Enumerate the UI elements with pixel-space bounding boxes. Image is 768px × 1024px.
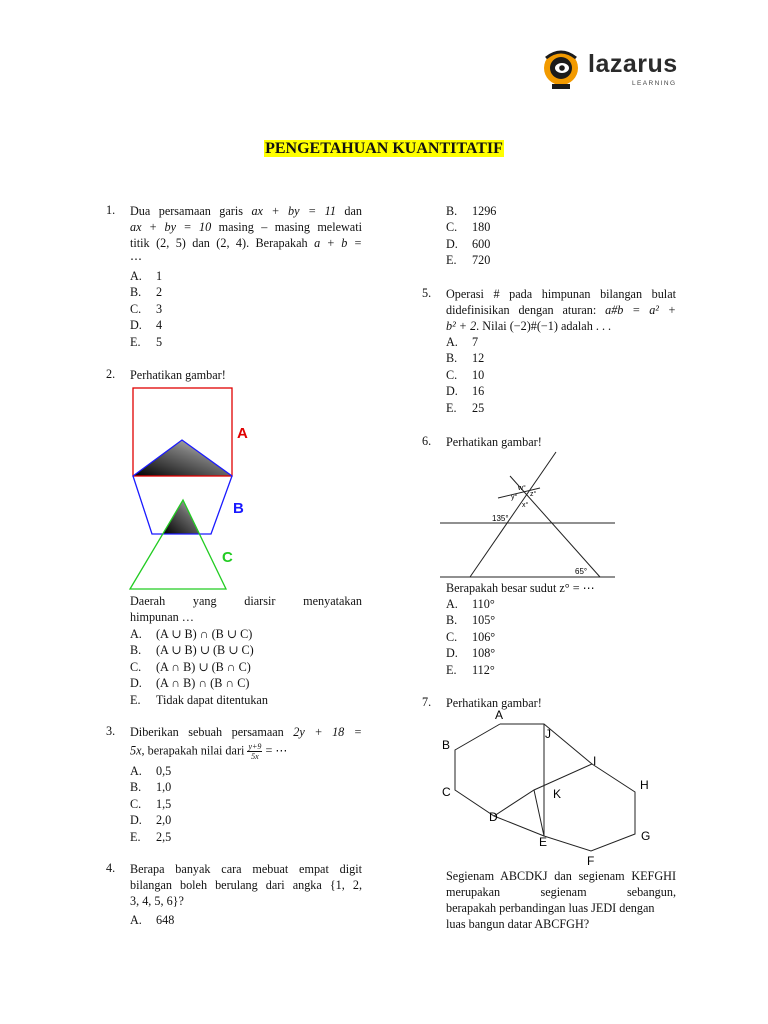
question-text-line: bilangan boleh berulang dari angka {1, 2, — [130, 878, 362, 892]
option-text: 1296 — [472, 204, 497, 218]
question-text-line: berapakah perbandingan luas JEDI dengan — [446, 901, 655, 915]
brand-sub: LEARNING — [632, 80, 677, 87]
question-text-line: Dua persamaan garis ax + by = 11 dan — [130, 204, 362, 218]
brand-logo — [540, 44, 680, 94]
answer-option — [446, 645, 495, 661]
set-a-label: A — [237, 425, 248, 442]
option-text: 648 — [156, 913, 175, 927]
question-text-line: 5x, berapakah nilai dari $\frac{y+9}{5x}$ = ⋯ — [130, 742, 288, 761]
hexagon-kefghi — [534, 764, 635, 851]
point-j-label: J — [545, 727, 551, 741]
point-g-label: G — [641, 829, 651, 843]
question-text-line: himpunan … — [130, 610, 194, 624]
question-number: 1. — [106, 203, 116, 217]
option-letter: D. — [130, 318, 142, 333]
option-text: 2,5 — [156, 829, 172, 844]
option-text: 108° — [472, 646, 496, 661]
angle-y-label: y° — [511, 494, 518, 501]
brand-name: lazarus — [588, 50, 678, 78]
point-a-label: A — [495, 708, 504, 722]
option-letter: B. — [446, 351, 458, 366]
angle-135-label: 135° — [492, 514, 509, 523]
answer-option — [130, 912, 174, 928]
angle-65-label: 65° — [575, 567, 588, 576]
set-diagram-figure — [120, 382, 270, 592]
question-text-line: ax + by = 10 masing – masing melewati — [130, 220, 362, 234]
answer-option — [130, 812, 171, 828]
question-text-line: Segienam ABCDKJ dan segienam KEFGHI — [446, 869, 676, 883]
option-letter: A. — [130, 627, 142, 641]
option-text: (A ∪ B) ∩ (B ∪ C) — [156, 627, 253, 641]
option-letter: D. — [446, 236, 458, 251]
option-text: 180 — [472, 220, 491, 235]
answer-option — [446, 400, 484, 416]
option-letter: C. — [130, 301, 142, 316]
option-letter: E. — [130, 334, 141, 349]
option-text: 2 — [156, 285, 163, 300]
answer-option — [446, 383, 484, 399]
point-e-label: E — [539, 835, 548, 849]
option-text: 16 — [472, 384, 485, 399]
lazarus-emblem-icon — [540, 44, 586, 94]
question-text-line: titik (2, 5) dan (2, 4). Berapakah a + b = — [130, 236, 362, 250]
question-text-line: b² + 2. Nilai (−2)#(−1) adalah . . . — [446, 319, 612, 333]
answer-option — [130, 675, 249, 691]
point-c-label: C — [442, 785, 451, 799]
angle-w-label: w° — [518, 485, 526, 492]
answer-option — [130, 796, 171, 812]
point-k-label: K — [553, 787, 562, 801]
question-text-line: didefinisikan dengan aturan: a#b = a² + — [446, 303, 676, 317]
answer-option — [446, 629, 495, 645]
angle-z-label: z° — [530, 491, 537, 498]
answer-option — [446, 596, 495, 612]
answer-option — [130, 829, 171, 845]
option-letter: E. — [446, 400, 457, 415]
question-text-line: merupakan segienam sebangun, — [446, 885, 677, 899]
fraction: $\frac{y+9}{5x}$ — [248, 742, 262, 761]
question-text-line: Diberikan sebuah persamaan 2y + 18 = — [130, 725, 363, 739]
option-letter: C. — [446, 367, 458, 382]
option-letter: A. — [130, 764, 142, 778]
option-letter: A. — [130, 269, 142, 283]
option-text: 112° — [472, 662, 495, 677]
angle-x-label: x° — [522, 502, 529, 509]
answer-option — [446, 334, 478, 350]
question-number: 3. — [106, 724, 116, 738]
option-letter: D. — [446, 646, 458, 661]
option-letter: E. — [130, 829, 141, 844]
set-c-label: C — [222, 549, 233, 566]
option-text: 1 — [156, 269, 163, 283]
option-text: 1,0 — [156, 780, 172, 795]
option-letter: B. — [130, 285, 142, 300]
option-text: 7 — [472, 335, 479, 349]
option-letter: E. — [446, 253, 457, 268]
option-text: 12 — [472, 351, 485, 366]
answer-option — [130, 779, 171, 795]
question-text-line: Daerah yang diarsir menyatakan — [130, 594, 363, 608]
point-i-label: I — [593, 754, 597, 768]
option-letter: E. — [446, 662, 457, 677]
question-text-line: Berapa banyak cara mebuat empat digit — [130, 862, 362, 876]
answer-option — [446, 252, 490, 268]
shaded-region-ab — [133, 440, 232, 476]
option-letter: C. — [130, 659, 142, 674]
option-letter: A. — [446, 335, 458, 349]
transversal-line-1 — [470, 452, 556, 577]
line-de — [494, 816, 544, 836]
option-letter: D. — [130, 813, 142, 828]
question-number: 4. — [106, 861, 116, 875]
answer-option — [130, 268, 162, 284]
hexagon-abcdkj — [455, 724, 592, 816]
option-text: 105° — [472, 613, 496, 628]
point-f-label: F — [587, 854, 595, 868]
question-text-line: luas bangun datar ABCFGH? — [446, 917, 590, 931]
option-letter: D. — [446, 384, 458, 399]
point-b-label: B — [442, 738, 451, 752]
option-text: (A ∩ B) ∩ (B ∩ C) — [156, 676, 250, 691]
point-d-label: D — [489, 810, 498, 824]
shaded-region-bc — [163, 500, 200, 534]
answer-option — [130, 317, 162, 333]
option-letter: B. — [446, 613, 458, 628]
answer-option — [130, 301, 162, 317]
page-title: PENGETAHUAN KUANTITATIF — [265, 140, 503, 157]
option-letter: B. — [446, 204, 458, 218]
option-text: 110° — [472, 597, 495, 611]
question-number: 7. — [422, 695, 432, 709]
option-text: 600 — [472, 236, 491, 251]
answer-option — [130, 692, 268, 708]
option-letter: D. — [130, 676, 142, 691]
question-text-line: Perhatikan gambar! — [446, 435, 542, 449]
question-number: 2. — [106, 367, 116, 381]
option-text: 0,5 — [156, 764, 172, 778]
option-text: 106° — [472, 629, 496, 644]
question-text-line: Berapakah besar sudut z° = ⋯ — [446, 581, 595, 595]
answer-option — [446, 219, 490, 235]
option-text: (A ∪ B) ∪ (B ∪ C) — [156, 643, 254, 658]
answer-option — [446, 662, 495, 678]
angle-figure — [440, 448, 620, 580]
question-number: 5. — [422, 286, 432, 300]
answer-option — [446, 350, 484, 366]
option-text: 2,0 — [156, 813, 172, 828]
question-text-line: 3, 4, 5, 6}? — [130, 894, 184, 908]
option-text: 10 — [472, 367, 485, 382]
question-text-line: Perhatikan gambar! — [130, 368, 226, 382]
set-b-label: B — [233, 500, 244, 517]
option-letter: A. — [446, 597, 458, 611]
answer-option — [446, 612, 495, 628]
answer-option — [446, 203, 496, 219]
answer-option — [446, 236, 490, 252]
question-text-line: Perhatikan gambar! — [446, 696, 542, 710]
option-text: Tidak dapat ditentukan — [156, 692, 268, 707]
point-h-label: H — [640, 778, 649, 792]
question-text-line: Operasi # pada himpunan bilangan bulat — [446, 287, 676, 301]
option-text: (A ∩ B) ∪ (B ∩ C) — [156, 659, 251, 674]
option-letter: C. — [130, 796, 142, 811]
answer-option — [446, 367, 484, 383]
question-text-line: ⋯ — [130, 252, 143, 266]
answer-option — [130, 642, 254, 658]
option-text: 3 — [156, 301, 163, 316]
option-text: 25 — [472, 400, 485, 415]
answer-option — [130, 659, 251, 675]
answer-option — [130, 626, 252, 642]
answer-option — [130, 334, 162, 350]
option-text: 5 — [156, 334, 163, 349]
answer-option — [130, 763, 171, 779]
question-number: 6. — [422, 434, 432, 448]
option-text: 4 — [156, 318, 163, 333]
option-letter: B. — [130, 780, 142, 795]
option-letter: E. — [130, 692, 141, 707]
answer-option — [130, 284, 162, 300]
option-letter: A. — [130, 913, 142, 927]
option-letter: B. — [130, 643, 142, 658]
option-letter: C. — [446, 220, 458, 235]
option-text: 720 — [472, 253, 491, 268]
option-text: 1,5 — [156, 796, 172, 811]
option-letter: C. — [446, 629, 458, 644]
hexagon-figure — [438, 706, 670, 868]
